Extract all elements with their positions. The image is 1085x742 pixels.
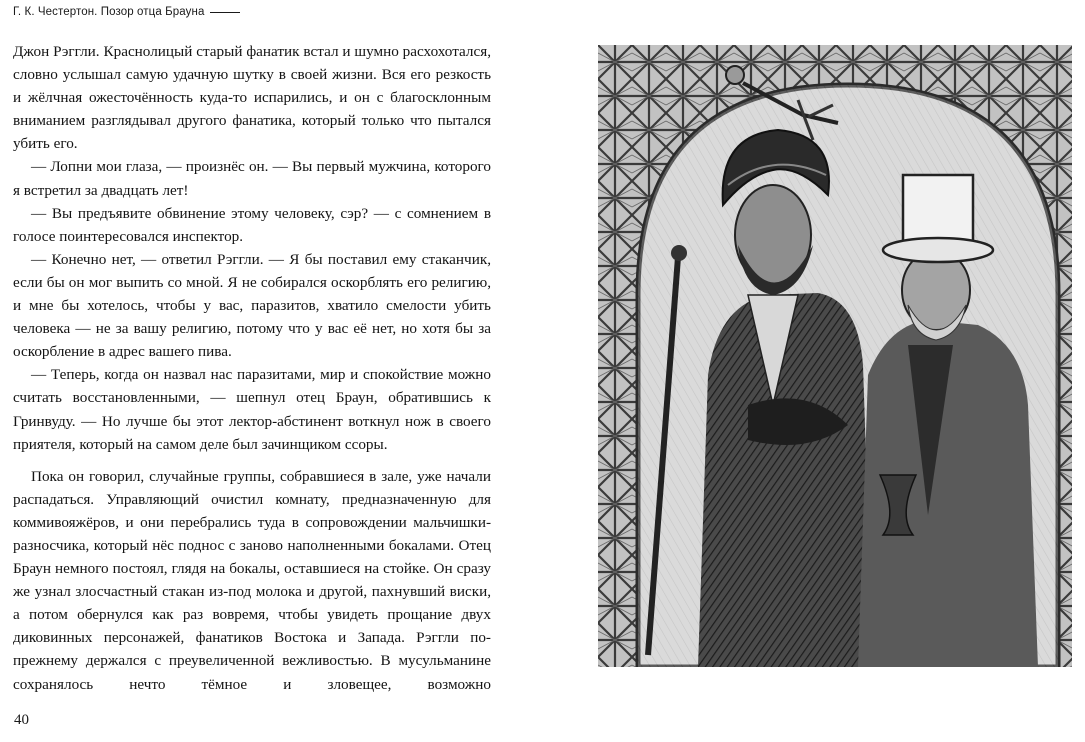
- running-head: [13, 6, 240, 18]
- paragraph-3: — Вы предъявите обвинение этому человеку, сэр? — с сомнением в голосе поинтересовался инспектор.: [13, 204, 491, 245]
- paragraph-4: — Конечно нет, — ответил Рэггли. — Я бы поставил ему стаканчик, если бы он мог выпить со мной. Я не собирался оскорблять его религию, и мне бы хотелось, чтобы у вас, паразитов, хватило смелости убить человека — не за вашу религию, потому что у вас её нет, но хотя бы за оскорбление в адрес вашего пива.: [13, 250, 491, 361]
- illustration-drawing: [598, 45, 1072, 667]
- paragraph-1: Джон Рэггли. Краснолицый старый фанатик встал и шумно расхохотался, словно услышал самую удачную шутку в своей жизни. Вся его резкость и жёлчная ожесточённость куда-то испарились, и он с благосклонным вниманием разглядывал другого фанатика, который только что пытался убить его.: [13, 43, 491, 153]
- paragraph-2: — Лопни мои глаза, — произнёс он. — Вы первый мужчина, которого я встретил за двадцать лет!: [13, 158, 491, 199]
- running-head-author: Г. К. Честертон.: [13, 6, 98, 18]
- running-head-title: Позор отца Брауна: [100, 6, 205, 18]
- page-number: 40: [14, 712, 29, 728]
- running-head-rule: [210, 12, 240, 13]
- paragraph-6: Пока он говорил, случайные группы, собравшиеся в зале, уже начали распадаться. Управляющий очистил комнату, предназначенную для коммивояжёров, и они перебрались туда в сопровождении мальчишки-разносчика, который нёс поднос с заново наполненными бокалами. Отец Браун немного постоял, глядя на бокалы, оставшиеся на стойке. Он сразу же узнал злосчастный стакан из-под молока и другой, пахнувший виски, а потом обернулся как раз вовремя, чтобы увидеть прощание двух диковинных персонажей, фанатиков Востока и Запада. Рэггли по-прежнему держался с преувеличенной вежливостью. В мусульманине сохранялось нечто тёмное и зловещее, возможно: [13, 467, 491, 693]
- body-text: [13, 40, 491, 696]
- pencil-illustration: [598, 45, 1072, 667]
- paragraph-5: — Теперь, когда он назвал нас паразитами, мир и спокойствие можно считать восстановленными, — шепнул отец Браун, обратившись к Гринвуду. — Но лучше бы этот лектор-абстинент воткнул нож в своего приятеля, который на самом деле был зачинщиком ссоры.: [13, 366, 491, 453]
